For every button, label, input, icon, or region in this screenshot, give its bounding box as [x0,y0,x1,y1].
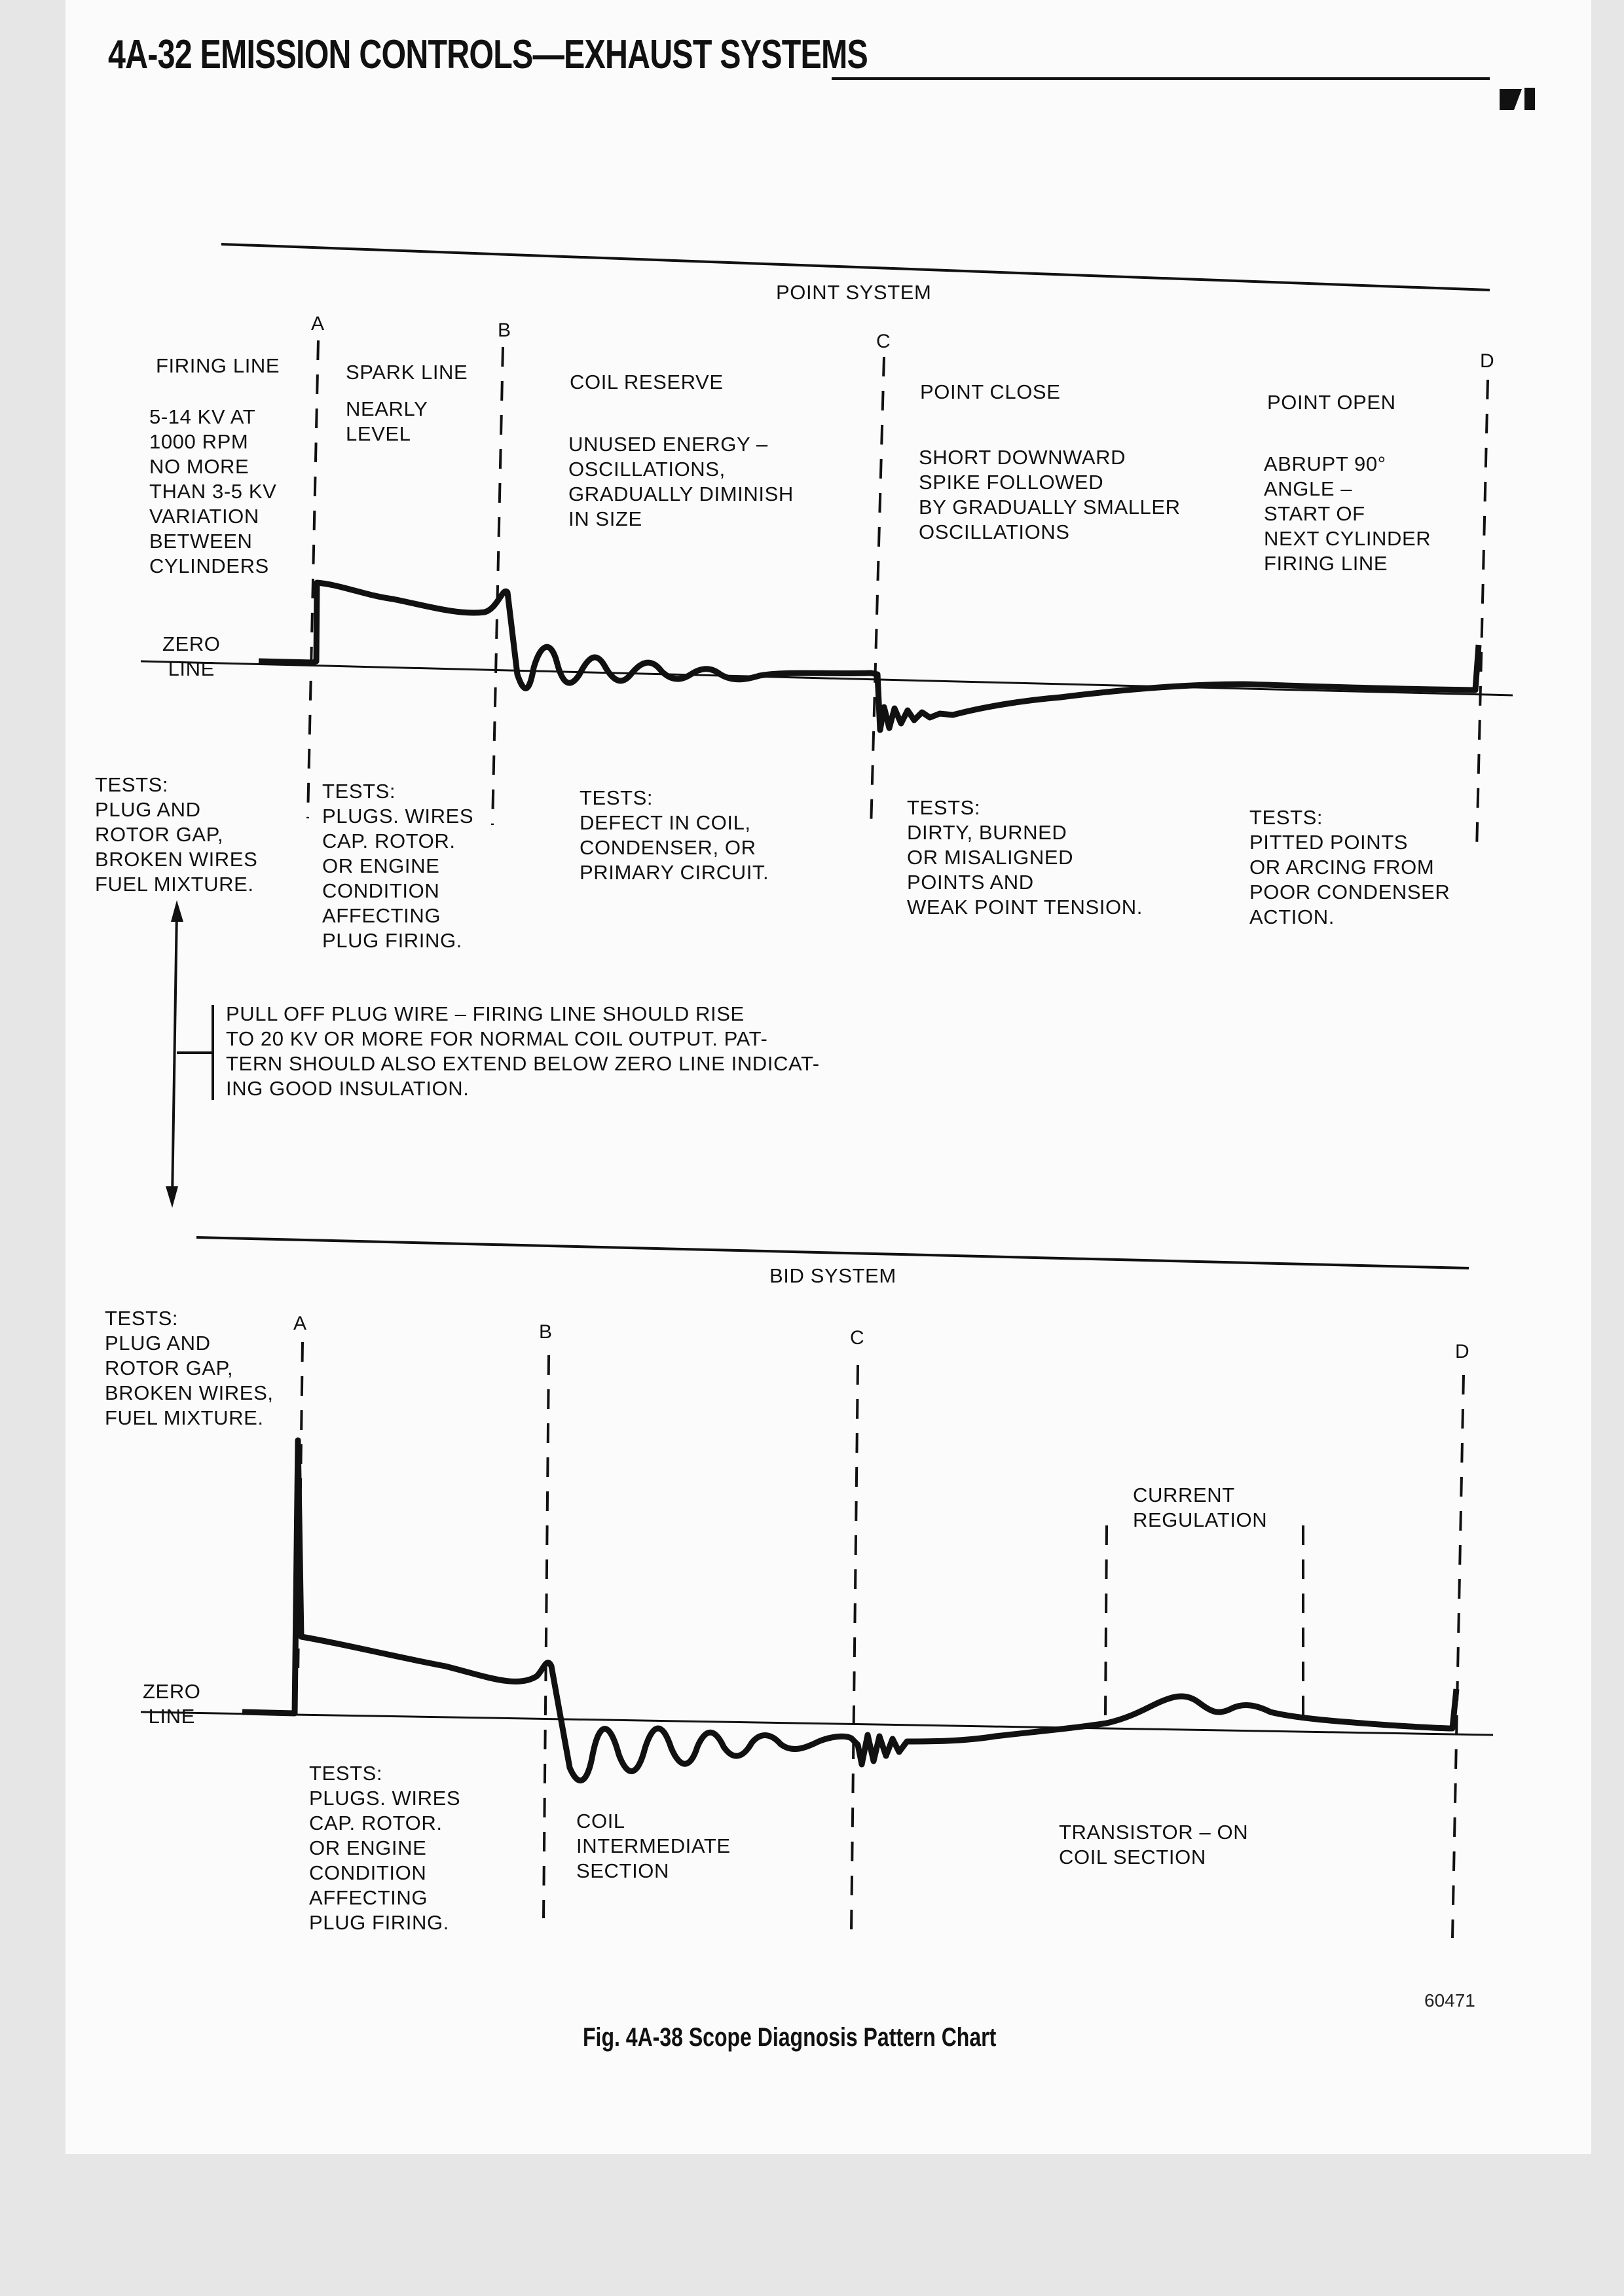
point-zero-line-label: ZERO LINE [162,632,221,680]
point-system-title: POINT SYSTEM [776,281,932,304]
point-tests-a: TESTS: PLUG AND ROTOR GAP, BROKEN WIRES FUEL MIXTURE. [95,773,258,896]
bid-tests-b: TESTS: PLUGS. WIRES CAP. ROTOR. OR ENGINE CONDITION AFFECTING PLUG FIRING. [309,1762,461,1934]
point-close-label: POINT CLOSE [920,380,1061,403]
current-regulation-label: CURRENT REGULATION [1133,1484,1268,1531]
point-close-desc: SHORT DOWNWARD SPIKE FOLLOWED BY GRADUALLY SMALLER OSCILLATIONS [919,446,1181,543]
bid-marker-d-line [1452,1375,1464,1938]
bid-tests-a: TESTS: PLUG AND ROTOR GAP, BROKEN WIRES, FUEL MIXTURE. [105,1307,274,1429]
bid-marker-b: B [539,1321,553,1343]
spark-line-desc: NEARLY LEVEL [346,397,428,445]
point-open-desc: ABRUPT 90° ANGLE – START OF NEXT CYLINDER FIRING LINE [1264,452,1431,575]
point-tests-coil: TESTS: DEFECT IN COIL, CONDENSER, OR PRIMARY CIRCUIT. [580,786,769,884]
point-tests-b: TESTS: PLUGS. WIRES CAP. ROTOR. OR ENGINE CONDITION AFFECTING PLUG FIRING. [322,780,474,952]
point-waveform [259,583,1479,730]
coil-reserve-desc: UNUSED ENERGY – OSCILLATIONS, GRADUALLY DIMINISH IN SIZE [568,433,794,530]
bid-marker-a: A [293,1313,307,1334]
point-marker-a: A [311,313,325,335]
point-tests-d: TESTS: PITTED POINTS OR ARCING FROM POOR CONDENSER ACTION. [1249,806,1450,928]
pull-off-plug-note: PULL OFF PLUG WIRE – FIRING LINE SHOULD RISE TO 20 KV OR MORE FOR NORMAL COIL OUTPUT. PAT- TERN SHOULD ALSO EXTEND BELOW ZERO LINE INDICAT- ING GOOD INSULATION. [226,1002,820,1100]
point-marker-c-line [871,357,884,828]
bid-marker-c-line [851,1365,858,1931]
figure-caption: Fig. 4A-38 Scope Diagnosis Pattern Chart [583,2023,997,2052]
figure-number: 60471 [1424,1990,1475,2011]
point-marker-d-line [1477,380,1488,851]
page-header: 4A-32 EMISSION CONTROLS—EXHAUST SYSTEMS [108,32,868,77]
point-tests-c: TESTS: DIRTY, BURNED OR MISALIGNED POINTS AND WEAK POINT TENSION. [907,796,1143,919]
note-double-arrow [172,910,177,1198]
point-marker-b: B [498,319,511,341]
bid-system-title: BID SYSTEM [769,1264,896,1287]
point-marker-c: C [876,331,891,352]
bid-marker-c: C [850,1327,864,1349]
firing-line-desc: 5-14 KV AT 1000 RPM NO MORE THAN 3-5 KV VARIATION BETWEEN CYLINDERS [149,405,277,577]
bid-zero-line-label: ZERO LINE [143,1680,201,1728]
bid-waveform [242,1440,1456,1781]
transistor-on-label: TRANSISTOR – ON COIL SECTION [1059,1821,1249,1868]
spark-line-label: SPARK LINE [346,361,468,384]
point-marker-d: D [1480,350,1494,372]
point-open-label: POINT OPEN [1267,391,1396,414]
coil-reserve-label: COIL RESERVE [570,371,724,393]
point-marker-b-line [492,347,503,825]
bid-current-left [1105,1525,1107,1715]
bid-marker-b-line [544,1355,549,1918]
bid-marker-d: D [1455,1341,1469,1362]
firing-line-label: FIRING LINE [156,354,280,377]
point-marker-a-line [308,340,318,818]
coil-intermediate-label: COIL INTERMEDIATE SECTION [576,1810,731,1882]
point-zero-line [141,661,1513,695]
